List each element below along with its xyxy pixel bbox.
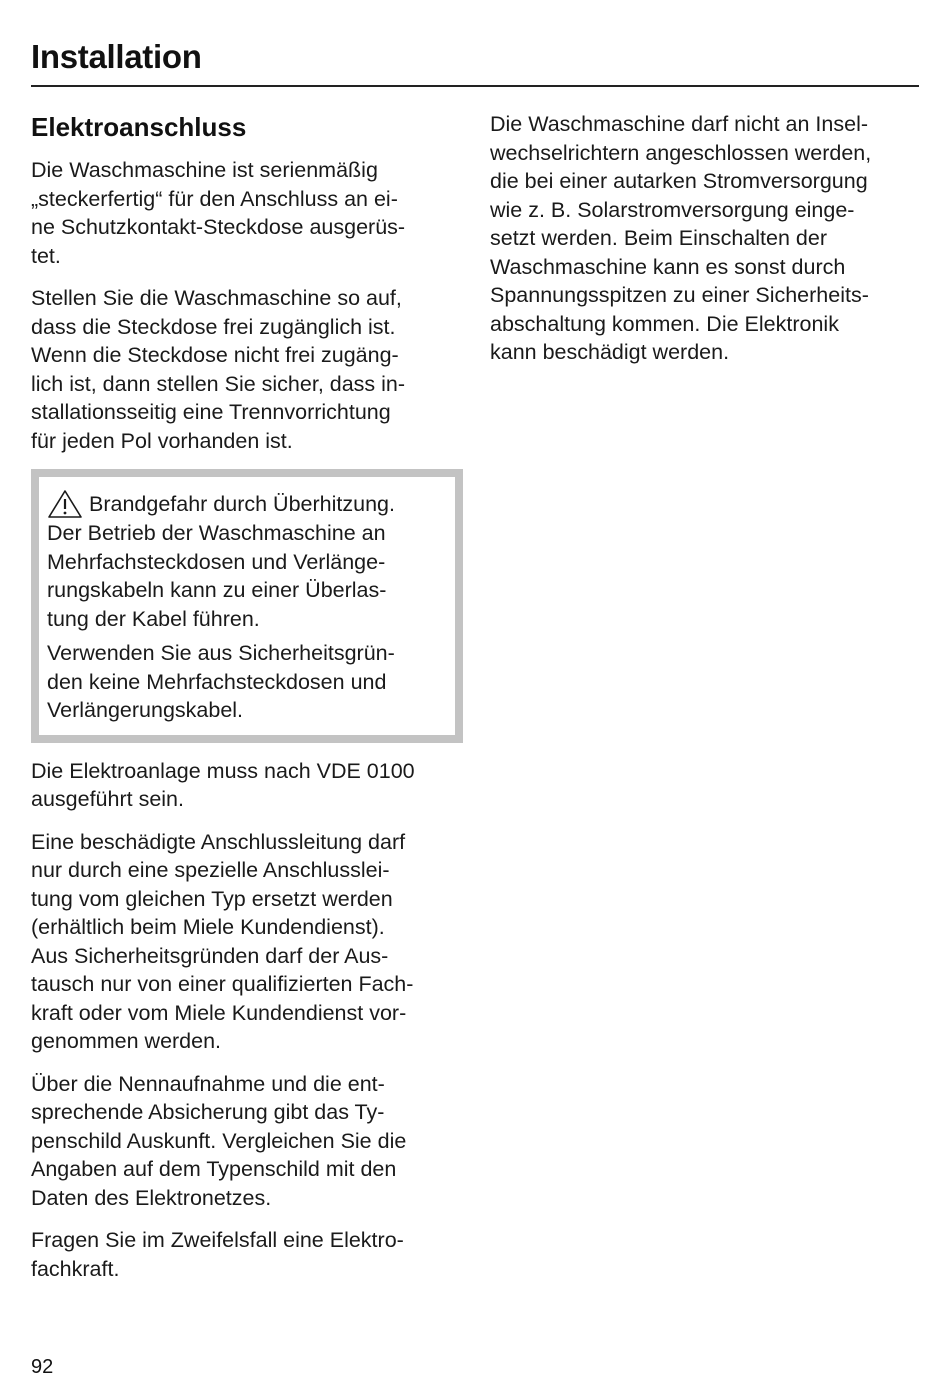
warning-triangle-icon — [47, 489, 83, 519]
warning-paragraph-advice — [47, 639, 447, 725]
text-line: ne Schutzkontakt-Steckdose ausgerüs- — [31, 215, 406, 239]
text-line: fachkraft. — [31, 1256, 120, 1281]
warning-heading-text: Brandgefahr durch Überhitzung. — [89, 491, 395, 516]
warning-paragraph-overload — [47, 519, 447, 633]
warning-heading — [47, 489, 447, 519]
warning-box — [31, 469, 463, 743]
paragraph-socket-access — [31, 284, 463, 455]
text-line: Verlängerungskabel. — [47, 698, 244, 722]
text-line: nur durch eine spezielle Anschlusslei- — [31, 858, 390, 882]
text-line: Angaben auf dem Typenschild mit den — [31, 1157, 397, 1181]
text-line: Waschmaschine kann es sonst durch — [490, 254, 846, 279]
page-title: Installation — [31, 38, 202, 75]
right-column — [490, 110, 920, 381]
text-line: Der Betrieb der Waschmaschine an — [47, 521, 386, 545]
text-line: Die Waschmaschine ist serienmäßig — [31, 158, 378, 182]
text-line: Über die Nennaufnahme und die ent- — [31, 1071, 385, 1096]
text-line: abschaltung kommen. Die Elektronik — [490, 311, 839, 336]
header-divider — [31, 85, 919, 87]
text-line: für jeden Pol vorhanden ist. — [31, 428, 293, 453]
text-line: kraft oder vom Miele Kundendienst vor- — [31, 1000, 407, 1025]
paragraph-ask-electrician — [31, 1226, 463, 1283]
text-line: tet. — [31, 243, 61, 268]
paragraph-damaged-cable — [31, 828, 463, 1056]
text-line: Fragen Sie im Zweifelsfall eine Elektro- — [31, 1228, 404, 1252]
text-line: setzt werden. Beim Einschalten der — [490, 226, 827, 250]
text-line: Stellen Sie die Waschmaschine so auf, — [31, 286, 402, 310]
text-line: ausgeführt sein. — [31, 787, 184, 811]
text-line: Daten des Elektronetzes. — [31, 1185, 272, 1210]
paragraph-island-inverter — [490, 110, 920, 367]
text-line: Spannungsspitzen zu einer Sicherheits- — [490, 283, 869, 307]
text-line: rungskabeln kann zu einer Überlas- — [47, 578, 387, 602]
text-line: Eine beschädigte Anschlussleitung darf — [31, 829, 406, 854]
text-line: wechselrichtern angeschlossen werden, — [490, 140, 872, 165]
text-line: Aus Sicherheitsgründen darf der Aus- — [31, 943, 389, 968]
text-line: tung vom gleichen Typ ersetzt werden — [31, 886, 393, 911]
text-line: kann beschädigt werden. — [490, 340, 730, 364]
text-line: sprechende Absicherung gibt das Ty- — [31, 1100, 385, 1124]
text-line: tung der Kabel führen. — [47, 606, 260, 631]
text-line: stallationsseitig eine Trennvorrichtung — [31, 400, 391, 424]
text-line: (erhältlich beim Miele Kundendienst). — [31, 915, 385, 939]
text-line: Wenn die Steckdose nicht frei zugäng- — [31, 343, 399, 367]
paragraph-vde — [31, 757, 463, 814]
text-line: lich ist, dann stellen Sie sicher, dass in- — [31, 371, 406, 396]
text-line: Verwenden Sie aus Sicherheitsgrün- — [47, 641, 395, 665]
text-line: Die Waschmaschine darf nicht an Insel- — [490, 112, 869, 136]
page-number: 92 — [31, 1356, 54, 1378]
text-line: tausch nur von einer qualifizierten Fach- — [31, 972, 414, 996]
text-line: den keine Mehrfachsteckdosen und — [47, 669, 387, 694]
left-column — [31, 110, 463, 1297]
text-line: wie z. B. Solarstromversorgung einge- — [490, 197, 855, 222]
text-line: penschild Auskunft. Vergleichen Sie die — [31, 1128, 407, 1153]
text-line: dass die Steckdose frei zugänglich ist. — [31, 314, 396, 339]
paragraph-plug-ready — [31, 156, 463, 270]
text-line: genommen werden. — [31, 1029, 222, 1053]
paragraph-rating-plate — [31, 1070, 463, 1213]
text-line: die bei einer autarken Stromversorgung — [490, 169, 868, 193]
text-line: Mehrfachsteckdosen und Verlänge- — [47, 549, 386, 574]
text-line: „steckerfertig“ für den Anschluss an ei- — [31, 186, 398, 211]
text-line: Die Elektroanlage muss nach VDE 0100 — [31, 758, 415, 783]
section-title: Elektroanschluss — [31, 112, 247, 142]
